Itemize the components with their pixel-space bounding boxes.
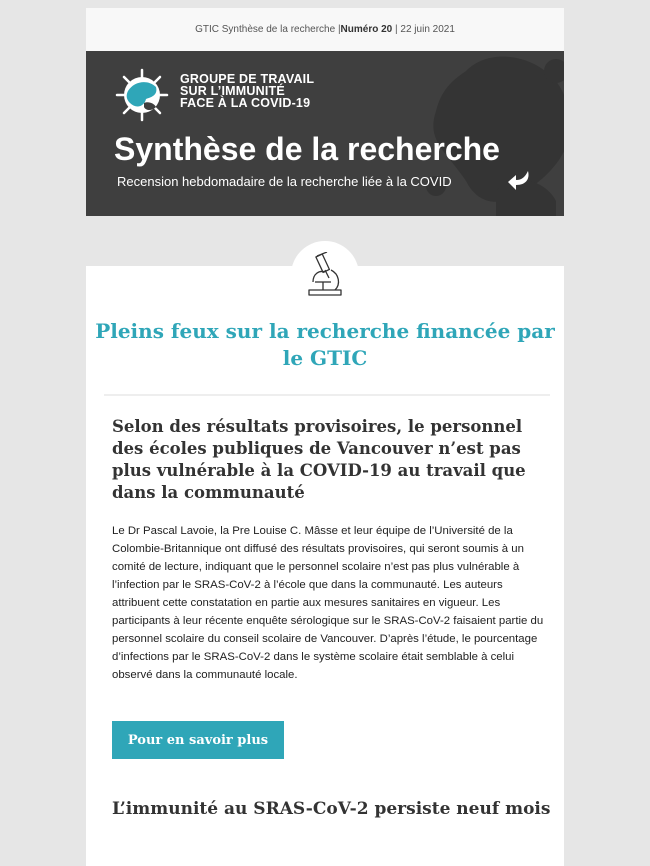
hero-banner <box>86 51 564 216</box>
issue-number: Numéro 20 <box>340 24 393 35</box>
article-title-2: L’immunité au SRAS-CoV-2 persiste neuf mois <box>112 799 551 819</box>
banner-title: Synthèse de la recherche <box>114 131 500 167</box>
gtic-logo-icon <box>114 67 170 123</box>
issue-date: 22 juin 2021 <box>400 24 455 35</box>
newsletter-header <box>86 8 564 51</box>
article-title: Selon des résultats provisoires, le personnel des écoles publiques de Vancouver n’est pas plus vulnérable à la COVID-19 au travail que dans la communauté <box>112 417 526 502</box>
header-separator: | <box>395 24 398 35</box>
section-heading: Pleins feux sur la recherche financée par le GTIC <box>95 319 555 370</box>
microscope-icon <box>305 252 345 296</box>
banner-subtitle: Recension hebdomadaire de la recherche liée à la COVID <box>117 174 452 189</box>
publication-name: GTIC Synthèse de la recherche | <box>195 24 341 35</box>
divider <box>104 394 550 396</box>
article-body: Le Dr Pascal Lavoie, la Pre Louise C. Mâsse et leur équipe de l’Université de la Colombie-Britannique ont diffusé des résultats provisoires, qui seront soumis à un comité de lecture, indiquant que le personnel scolaire n’est pas plus vulnérable à l’infection par le SRAS-CoV-2 à l’école que dans la communauté. Les auteurs attribuent cette constatation en partie aux mesures sanitaires en vigueur. Les participants à leur récente enquête sérologique sur le SRAS-CoV-2 faisaient partie du personnel scolaire du conseil scolaire de Vancouver. D’après l’étude, le pourcentage d’infections par le SRAS-CoV-2 dans le système scolaire était semblable à celui observé dans la communauté locale. <box>112 525 544 681</box>
content-card <box>86 266 564 866</box>
organization-name: GROUPE DE TRAVAIL SUR L’IMMUNITÉ FACE À LA COVID-19 <box>180 72 315 110</box>
read-more-button[interactable]: Pour en savoir plus <box>112 721 284 759</box>
curved-arrow-icon <box>506 169 532 191</box>
